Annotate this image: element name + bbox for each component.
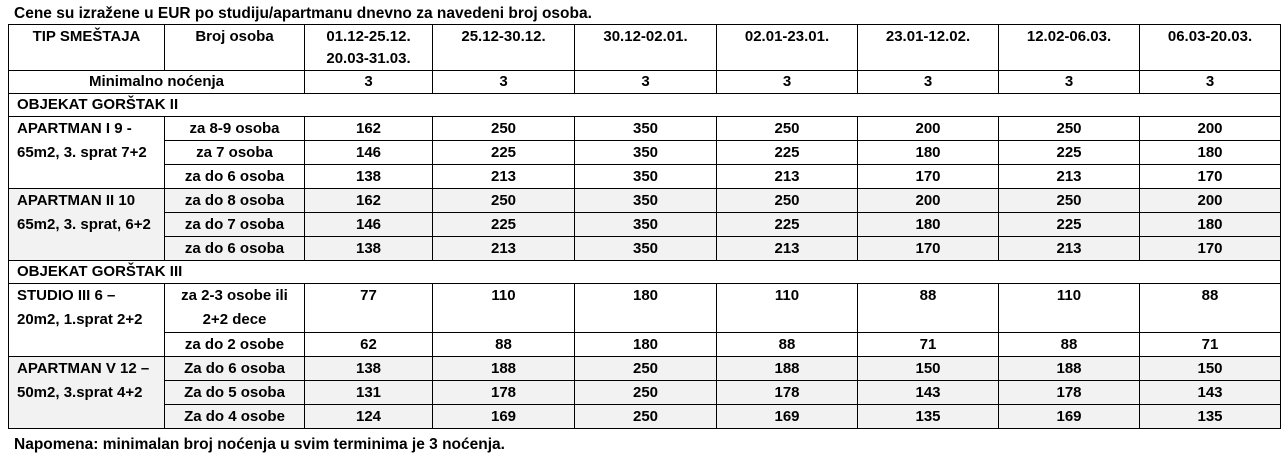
min-nights-value: 3 [1140,71,1281,94]
price-cell: 350 [575,165,717,189]
min-nights-value: 3 [433,71,575,94]
price-cell: 138 [305,165,433,189]
persons-cell: Za do 4 osobe [165,405,305,429]
unit-name: APARTMAN I 9 - 65m2, 3. sprat 7+2 [9,117,165,189]
price-cell: 138 [305,237,433,261]
price-cell: 169 [999,405,1140,429]
price-cell: 213 [999,165,1140,189]
column-header-period: 30.12-02.01. [575,25,717,71]
column-header-period: 01.12-25.12. 20.03-31.03. [305,25,433,71]
price-cell: 213 [999,237,1140,261]
column-header-period: 12.02-06.03. [999,25,1140,71]
column-header-type: TIP SMEŠTAJA [9,25,165,71]
price-cell: 143 [1140,381,1281,405]
price-cell: 350 [575,237,717,261]
price-cell: 170 [858,165,999,189]
price-cell: 225 [999,141,1140,165]
price-cell: 250 [999,117,1140,141]
price-cell: 88 [433,333,575,357]
unit-name: APARTMAN II 10 65m2, 3. sprat, 6+2 [9,189,165,261]
persons-cell: za do 2 osobe [165,333,305,357]
price-cell: 350 [575,141,717,165]
price-cell: 162 [305,189,433,213]
price-cell: 180 [858,141,999,165]
min-nights-value: 3 [305,71,433,94]
price-cell: 213 [717,237,858,261]
section-row [9,261,1281,284]
table-row [9,405,1281,429]
price-cell: 225 [717,213,858,237]
price-cell: 150 [1140,357,1281,381]
price-cell: 225 [433,213,575,237]
persons-cell: za do 7 osoba [165,213,305,237]
price-cell: 178 [433,381,575,405]
min-nights-label: Minimalno noćenja [9,71,305,94]
min-nights-row [9,71,1281,94]
price-cell: 170 [1140,165,1281,189]
persons-cell: za do 8 osoba [165,189,305,213]
price-cell: 88 [858,284,999,333]
table-row [9,141,1281,165]
price-cell: 350 [575,117,717,141]
price-cell: 225 [717,141,858,165]
persons-cell: za 8-9 osoba [165,117,305,141]
header-row [9,25,1281,71]
price-cell: 169 [717,405,858,429]
price-cell: 110 [433,284,575,333]
table-row [9,284,1281,333]
price-cell: 88 [717,333,858,357]
table-row [9,117,1281,141]
price-cell: 200 [858,189,999,213]
price-cell: 250 [575,405,717,429]
persons-cell: za 2-3 osobe ili 2+2 dece [165,284,305,333]
price-cell: 225 [999,213,1140,237]
price-cell: 213 [717,165,858,189]
price-table [8,24,1281,429]
price-cell: 170 [858,237,999,261]
price-cell: 135 [1140,405,1281,429]
unit-name: STUDIO III 6 – 20m2, 1.sprat 2+2 [9,284,165,357]
price-cell: 88 [1140,284,1281,333]
price-cell: 200 [1140,189,1281,213]
section-title: OBJEKAT GORŠTAK III [9,261,1281,284]
persons-cell: za do 6 osoba [165,165,305,189]
persons-cell: za do 6 osoba [165,237,305,261]
price-cell: 71 [1140,333,1281,357]
price-cell: 188 [433,357,575,381]
column-header-period: 02.01-23.01. [717,25,858,71]
price-cell: 213 [433,237,575,261]
price-cell: 88 [999,333,1140,357]
price-cell: 350 [575,213,717,237]
persons-cell: za 7 osoba [165,141,305,165]
table-row [9,213,1281,237]
price-cell: 170 [1140,237,1281,261]
price-cell: 169 [433,405,575,429]
section-title: OBJEKAT GORŠTAK II [9,94,1281,117]
price-cell: 178 [717,381,858,405]
price-cell: 178 [999,381,1140,405]
min-nights-value: 3 [575,71,717,94]
price-cell: 143 [858,381,999,405]
table-row [9,333,1281,357]
price-cell: 180 [1140,141,1281,165]
price-cell: 180 [575,284,717,333]
price-cell: 250 [999,189,1140,213]
price-cell: 188 [999,357,1140,381]
column-header-persons: Broj osoba [165,25,305,71]
min-nights-value: 3 [717,71,858,94]
table-caption: Cene su izražene u EUR po studiju/apartmanu dnevno za navedeni broj osoba. [14,5,592,22]
price-cell: 138 [305,357,433,381]
table-row [9,189,1281,213]
price-cell: 350 [575,189,717,213]
column-header-period: 25.12-30.12. [433,25,575,71]
price-cell: 250 [433,117,575,141]
table-row [9,381,1281,405]
price-cell: 180 [1140,213,1281,237]
price-cell: 250 [433,189,575,213]
price-cell: 250 [575,381,717,405]
persons-cell: Za do 5 osoba [165,381,305,405]
price-cell: 135 [858,405,999,429]
column-header-period: 06.03-20.03. [1140,25,1281,71]
price-cell: 180 [575,333,717,357]
price-cell: 150 [858,357,999,381]
price-cell: 110 [717,284,858,333]
footnote: Napomena: minimalan broj noćenja u svim terminima je 3 noćenja. [14,436,505,453]
price-cell: 250 [717,189,858,213]
price-cell: 146 [305,213,433,237]
min-nights-value: 3 [999,71,1140,94]
price-cell: 124 [305,405,433,429]
price-cell: 180 [858,213,999,237]
price-cell: 146 [305,141,433,165]
price-cell: 110 [999,284,1140,333]
price-cell: 225 [433,141,575,165]
column-header-period: 23.01-12.02. [858,25,999,71]
price-cell: 77 [305,284,433,333]
price-cell: 131 [305,381,433,405]
table-row [9,237,1281,261]
price-cell: 71 [858,333,999,357]
price-cell: 62 [305,333,433,357]
min-nights-value: 3 [858,71,999,94]
price-cell: 213 [433,165,575,189]
price-cell: 200 [1140,117,1281,141]
persons-cell: Za do 6 osoba [165,357,305,381]
table-row [9,165,1281,189]
section-row [9,94,1281,117]
unit-name: APARTMAN V 12 – 50m2, 3.sprat 4+2 [9,357,165,429]
table-row [9,357,1281,381]
price-cell: 188 [717,357,858,381]
price-cell: 250 [717,117,858,141]
price-cell: 250 [575,357,717,381]
price-cell: 162 [305,117,433,141]
price-cell: 200 [858,117,999,141]
